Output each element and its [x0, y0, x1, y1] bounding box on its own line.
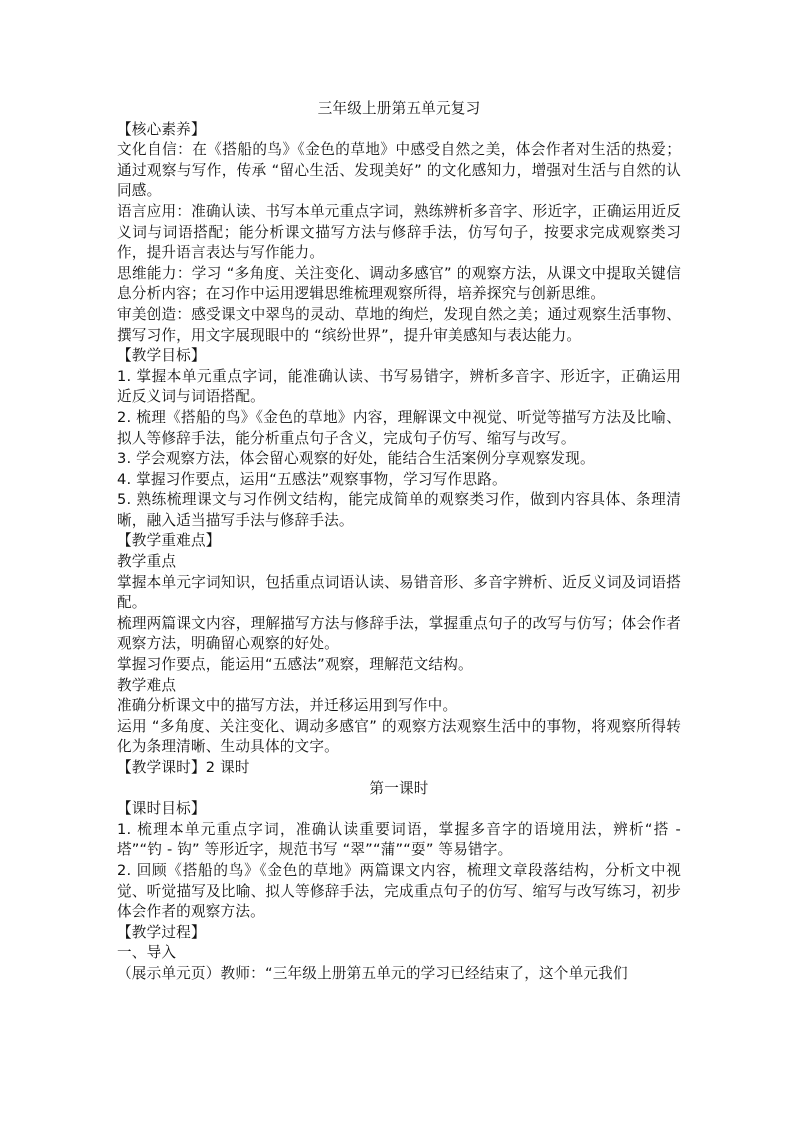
teaching-goals-heading: 【教学目标】 [117, 347, 206, 365]
teaching-goal-item: 3. 学会观察方法，体会留心观察的好处，能结合生活案例分享观察发现。 [117, 450, 595, 468]
teaching-goal-item: 5. 熟练梳理课文与习作例文结构，能完成简单的观察类习作，做到内容具体、条理清晰，融入适当描写手法与修辞手法。 [117, 491, 681, 529]
class-hours-line [117, 758, 681, 779]
teaching-goal-item: 4. 掌握习作要点，运用“五感法”观察事物，学习写作思路。 [117, 470, 507, 488]
core-literacy-paragraph: 思维能力：学习 “多角度、关注变化、调动多感官” 的观察方法，从课文中提取关键信息分析内容；在习作中运用逻辑思维梳理观察所得，培养探究与创新思维。 [117, 264, 681, 303]
difficult-point-item: 准确分析课文中的描写方法，并迁移运用到写作中。 [117, 697, 458, 715]
class-hours-heading: 【教学课时】 [117, 759, 206, 776]
key-point-item: 掌握本单元字词知识，包括重点词语认读、易错音形、多音字辨析、近反义词及词语搭配。 [117, 573, 681, 612]
core-literacy-paragraph: 审美创造：感受课文中翠鸟的灵动、草地的绚烂，发现自然之美；通过观察生活事物、撰写习作，用文字展现眼中的 “缤纷世界”，提升审美感知与表达能力。 [117, 305, 681, 344]
teaching-process-heading: 【教学过程】 [117, 923, 206, 941]
teaching-goal-item: 1. 掌握本单元重点字词，能准确认读、书写易错字，辨析多音字、形近字，正确运用近反义词与词语搭配。 [117, 367, 681, 406]
key-point-item: 梳理两篇课文内容，理解描写方法与修辞手法，掌握重点句子的改写与仿写；体会作者观察方法，明确留心观察的好处。 [117, 614, 681, 653]
section-intro-heading: 一、导入 [117, 944, 177, 962]
document-title: 三年级上册第五单元复习 [317, 100, 481, 117]
key-points-label: 教学重点 [117, 553, 177, 571]
lesson-goals-heading: 【课时目标】 [117, 800, 206, 818]
teaching-goal-item: 2. 梳理《搭船的鸟》《金色的草地》内容，理解课文中视觉、听觉等描写方法及比喻、拟人等修辞手法，能分析重点句子含义，完成句子仿写、缩写与改写。 [117, 408, 681, 447]
difficult-point-item: 运用 “多角度、关注变化、调动多感官” 的观察方法观察生活中的事物，将观察所得转化为条理清晰、生动具体的文字。 [117, 717, 681, 756]
key-difficult-heading: 【教学重难点】 [117, 532, 221, 550]
lesson-one-title: 第一课时 [369, 779, 429, 797]
lesson-goal-item: 1. 梳理本单元重点字词，准确认读重要词语，掌握多音字的语境用法，辨析“搭 - 塔”“钓 - 钩” 等形近字，规范书写 “翠”“蒲”“耍” 等易错字。 [117, 820, 681, 859]
difficult-points-label: 教学难点 [117, 676, 177, 694]
intro-paragraph: （展示单元页）教师：“三年级上册第五单元的学习已经结束了，这个单元我们 [117, 964, 628, 982]
lesson-goal-item: 2. 回顾《搭船的鸟》《金色的草地》两篇课文内容，梳理文章段落结构，分析文中视觉、听觉描写及比喻、拟人等修辞手法，完成重点句子的仿写、缩写与改写练习，初步体会作者的观察方法。 [117, 861, 681, 921]
document-page [117, 99, 681, 985]
key-point-item: 掌握习作要点，能运用“五感法”观察，理解范文结构。 [117, 656, 473, 674]
core-literacy-paragraph: 语言应用：准确认读、书写本单元重点字词，熟练辨析多音字、形近字，正确运用近反义词与词语搭配；能分析课文描写方法与修辞手法，仿写句子，按要求完成观察类习作，提升语言表达与写作能力。 [117, 202, 681, 262]
core-literacy-heading: 【核心素养】 [117, 120, 206, 138]
class-hours-value: 2 课时 [205, 759, 250, 776]
core-literacy-paragraph: 文化自信：在《搭船的鸟》《金色的草地》中感受自然之美，体会作者对生活的热爱；通过观察与写作，传承 “留心生活、发现美好” 的文化感知力，增强对生活与自然的认同感。 [117, 141, 681, 200]
